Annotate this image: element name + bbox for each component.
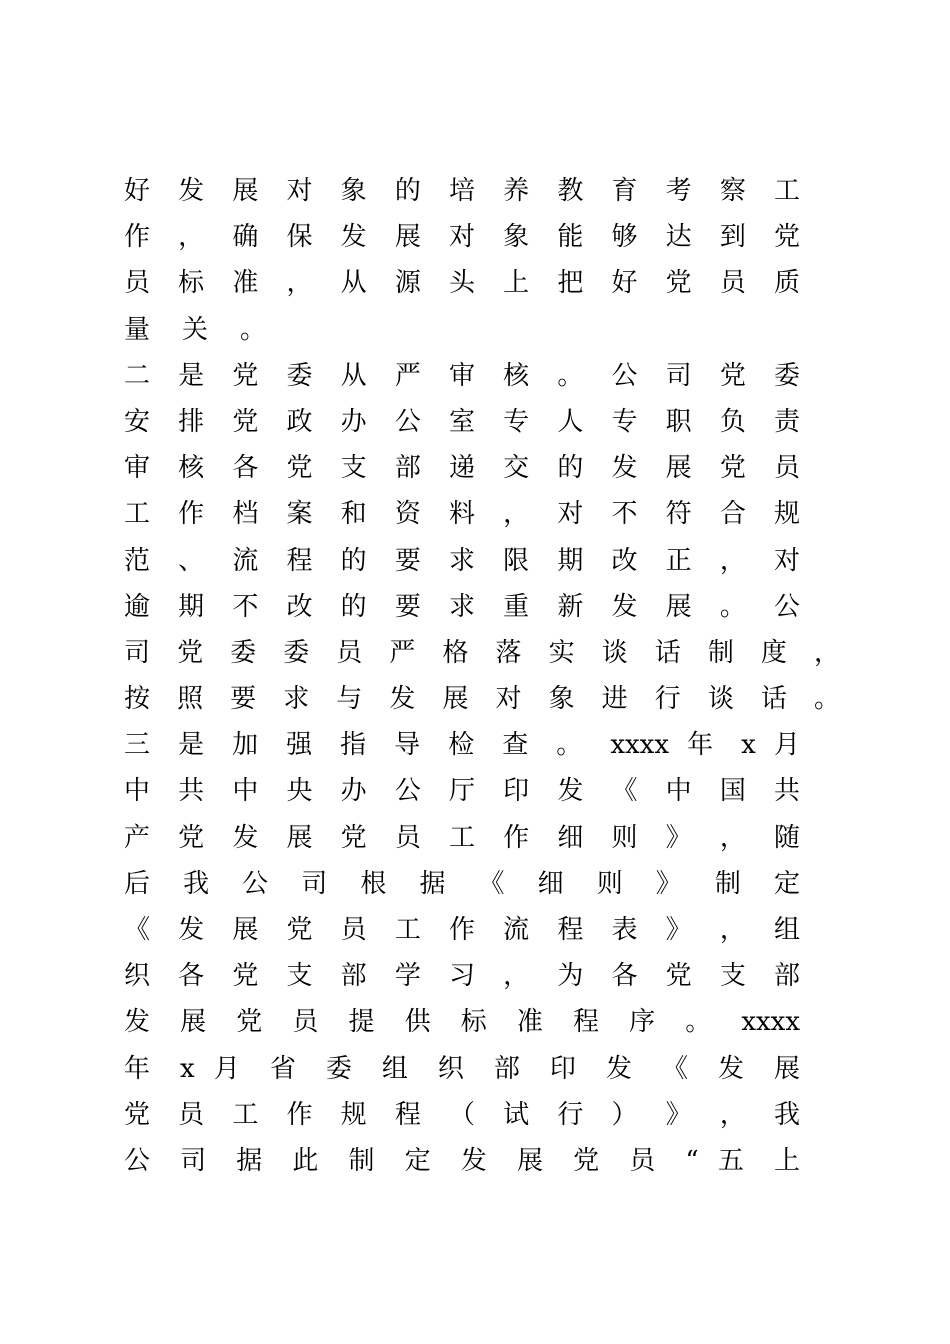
text-line: 织 各 党 支 部 学 习 ， 为 各 党 支 部 [124, 961, 800, 992]
text-line: 公 司 据 此 制 定 发 展 党 员 “ 五 上 [124, 1145, 800, 1176]
text-line: 范 、 流 程 的 要 求 限 期 改 正 ， 对 [124, 545, 800, 576]
text-line: 中 共 中 央 办 公 厅 印 发 《 中 国 共 [124, 776, 800, 807]
text-line: 作 ， 确 保 发 展 对 象 能 够 达 到 党 [124, 222, 800, 253]
text-line: 工 作 档 案 和 资 料 ， 对 不 符 合 规 [124, 499, 800, 530]
text-line: 《 发 展 党 员 工 作 流 程 表 》 ， 组 [124, 915, 800, 945]
text-line: 党 员 工 作 规 程 （ 试 行 ） 》 ， 我 [124, 1099, 800, 1130]
text-line: 安 排 党 政 办 公 室 专 人 专 职 负 责 [124, 406, 800, 437]
text-line: 年 x 月 省 委 组 织 部 印 发 《 发 展 [124, 1053, 800, 1084]
text-line: 发 展 党 员 提 供 标 准 程 序 。 xxxx [124, 1007, 800, 1038]
text-line: 后 我 公 司 根 据 《 细 则 》 制 定 [124, 868, 800, 899]
body-text [124, 168, 840, 1184]
text-line: 量关。 [124, 314, 299, 345]
text-line: 产 党 发 展 党 员 工 作 细 则 》 ， 随 [124, 822, 800, 853]
text-line: 审 核 各 党 支 部 递 交 的 发 展 党 员 [124, 453, 800, 484]
text-line: 三 是 加 强 指 导 检 查 。 xxxx 年 x 月 [124, 730, 800, 761]
text-line: 好 发 展 对 象 的 培 养 教 育 考 察 工 [124, 176, 800, 206]
text-line: 按 照 要 求 与 发 展 对 象 进 行 谈 话 。 [124, 684, 840, 715]
text-line: 二 是 党 委 从 严 审 核 。 公 司 党 委 [124, 360, 800, 391]
text-line: 司 党 委 委 员 严 格 落 实 谈 话 制 度 ， [124, 637, 840, 668]
text-line: 员 标 准 ， 从 源 头 上 把 好 党 员 质 [124, 268, 800, 299]
text-line: 逾 期 不 改 的 要 求 重 新 发 展 。 公 [124, 591, 800, 622]
